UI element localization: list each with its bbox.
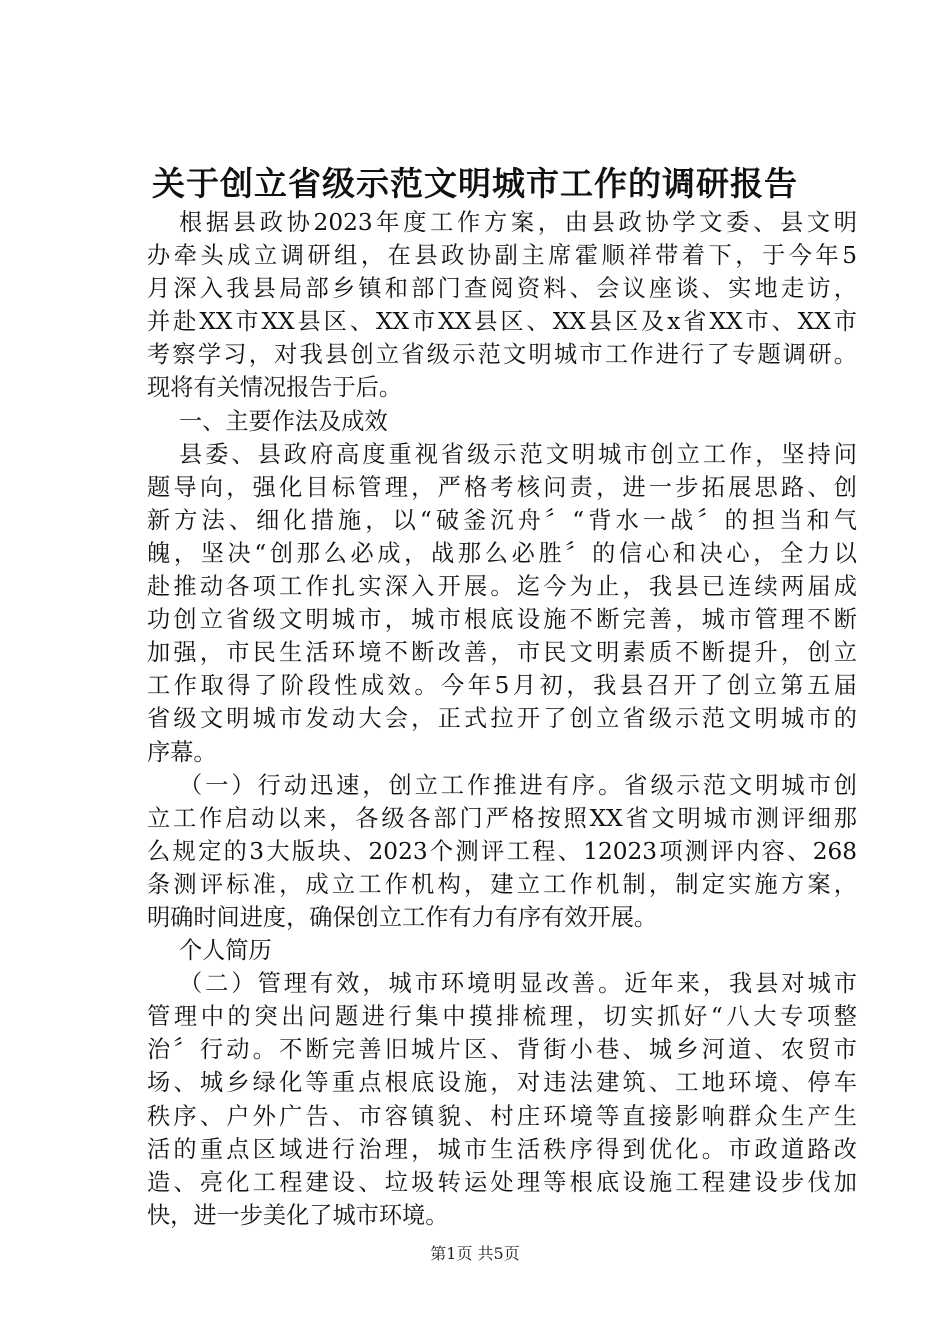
- text-line: 管理中的突出问题进行集中摸排梳理，切实抓好“八大专项整: [147, 1003, 857, 1031]
- text-line: 根据县政协2023年度工作方案，由县政协学文委、县文明: [179, 209, 857, 236]
- text-line: 月深入我县局部乡镇和部门查阅资料、会议座谈、实地走访，: [147, 275, 857, 303]
- text-line: 活的重点区域进行治理，城市生活秩序得到优化。市政道路改: [147, 1135, 857, 1163]
- text-line: 办牵头成立调研组，在县政协副主席霍顺祥带着下，于今年5: [147, 242, 857, 270]
- text-line: 新方法、细化措施，以“破釜沉舟〞“背水一战〞的担当和气: [147, 506, 857, 534]
- text-line: 快，进一步美化了城市环境。: [147, 1201, 449, 1229]
- text-line: 赴推动各项工作扎实深入开展。迄今为止，我县已连续两届成: [147, 573, 857, 601]
- text-line: 工作取得了阶段性成效。今年5月初，我县召开了创立第五届: [147, 672, 857, 700]
- text-line: 魄，坚决“创那么必成，战那么必胜〞的信心和决心，全力以: [147, 539, 857, 567]
- text-line: 现将有关情况报告于后。: [147, 374, 403, 402]
- document-title: 关于创立省级示范文明城市工作的调研报告: [152, 164, 798, 203]
- text-line: 立工作启动以来，各级各部门严格按照XX省文明城市测评细那: [147, 804, 857, 832]
- text-line: 治〞行动。不断完善旧城片区、背街小巷、城乡河道、农贸市: [147, 1036, 857, 1064]
- text-line: 秩序、户外广告、市容镇貌、村庄环境等直接影响群众生产生: [147, 1102, 857, 1130]
- text-line: 加强，市民生活环境不断改善，市民文明素质不断提升，创立: [147, 639, 857, 667]
- text-line: 序幕。: [147, 738, 217, 766]
- text-line: 省级文明城市发动大会，正式拉开了创立省级示范文明城市的: [147, 705, 857, 733]
- text-line: 县委、县政府高度重视省级示范文明城市创立工作，坚持问: [179, 440, 857, 468]
- text-line: 功创立省级文明城市，城市根底设施不断完善，城市管理不断: [147, 606, 857, 634]
- text-line: 条测评标准，成立工作机构，建立工作机制，制定实施方案，: [147, 870, 857, 898]
- text-line: 考察学习，对我县创立省级示范文明城市工作进行了专题调研。: [147, 341, 857, 369]
- text-line: 明确时间进度，确保创立工作有力有序有效开展。: [147, 903, 658, 931]
- text-line: 场、城乡绿化等重点根底设施，对违法建筑、工地环境、停车: [147, 1069, 857, 1097]
- text-line: （一）行动迅速，创立工作推进有序。省级示范文明城市创: [179, 771, 857, 799]
- text-line: 并赴XX市XX县区、XX市XX县区、XX县区及x省XX市、XX市: [147, 308, 857, 336]
- text-line: 么规定的3大版块、2023个测评工程、12023项测评内容、268: [147, 837, 857, 865]
- document-body: [147, 206, 857, 1232]
- text-line: 造、亮化工程建设、垃圾转运处理等根底设施工程建设步伐加: [147, 1168, 857, 1196]
- text-line: （二）管理有效，城市环境明显改善。近年来，我县对城市: [179, 970, 857, 998]
- page-number-footer: 第1页 共5页: [430, 1244, 520, 1263]
- text-line: 题导向，强化目标管理，严格考核问责，进一步拓展思路、创: [147, 473, 857, 501]
- section-heading: 一、主要作法及成效: [179, 407, 388, 435]
- inline-label: 个人简历: [179, 937, 272, 965]
